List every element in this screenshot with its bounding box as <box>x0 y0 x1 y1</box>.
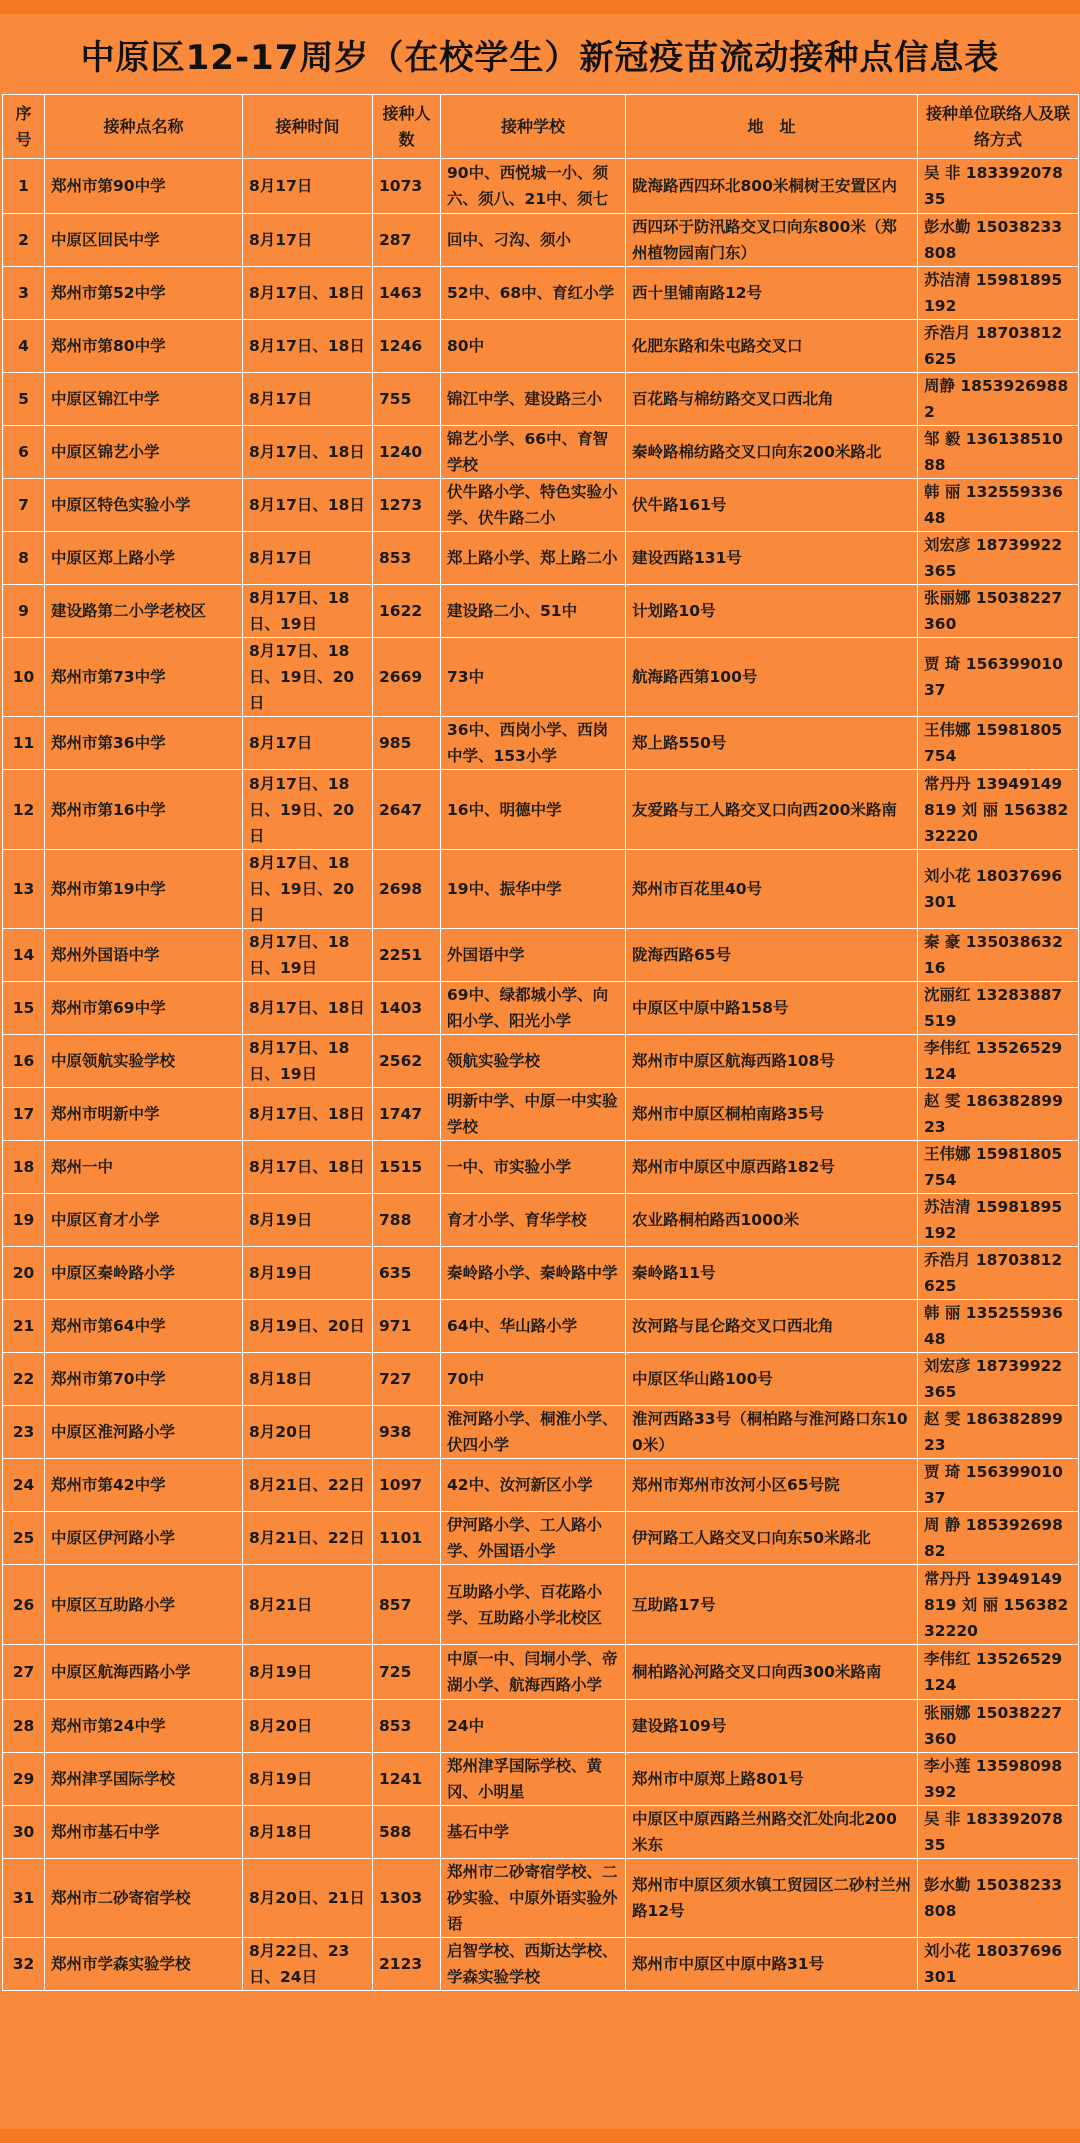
row-count: 853 <box>373 532 441 585</box>
row-schools: 36中、西岗小学、西岗中学、153小学 <box>441 717 626 770</box>
row-contact: 王伟娜 15981805754 <box>918 717 1079 770</box>
row-address: 西十里铺南路12号 <box>626 267 918 320</box>
header-schools: 接种学校 <box>441 95 626 159</box>
header-address: 地 址 <box>626 95 918 159</box>
row-contact: 李小莲 13598098392 <box>918 1753 1079 1806</box>
row-schools: 64中、华山路小学 <box>441 1300 626 1353</box>
row-schools: 42中、汝河新区小学 <box>441 1459 626 1512</box>
row-schools: 70中 <box>441 1353 626 1406</box>
row-site-name: 郑州市第73中学 <box>45 638 243 717</box>
row-time: 8月17日、18日 <box>243 479 373 532</box>
row-count: 725 <box>373 1645 441 1700</box>
row-schools: 回中、刁沟、须小 <box>441 214 626 267</box>
table-row <box>3 214 1079 267</box>
row-count: 1403 <box>373 982 441 1035</box>
row-site-name: 中原区航海西路小学 <box>45 1645 243 1700</box>
row-site-name: 郑州市二砂寄宿学校 <box>45 1859 243 1938</box>
row-contact: 吴 非 18339207835 <box>918 159 1079 214</box>
row-index: 28 <box>3 1700 45 1753</box>
row-address: 郑州市中原郑上路801号 <box>626 1753 918 1806</box>
row-time: 8月17日 <box>243 373 373 426</box>
row-time: 8月19日 <box>243 1753 373 1806</box>
row-address: 陇海西路65号 <box>626 929 918 982</box>
row-site-name: 郑州市第90中学 <box>45 159 243 214</box>
row-time: 8月17日、18日 <box>243 982 373 1035</box>
row-contact: 韩 丽 13525593648 <box>918 1300 1079 1353</box>
row-contact: 彭水勤 15038233808 <box>918 1859 1079 1938</box>
row-index: 8 <box>3 532 45 585</box>
header-site-name: 接种点名称 <box>45 95 243 159</box>
row-contact: 刘宏彦 18739922365 <box>918 1353 1079 1406</box>
row-address: 中原区华山路100号 <box>626 1353 918 1406</box>
row-schools: 明新中学、中原一中实验学校 <box>441 1088 626 1141</box>
table-row <box>3 1035 1079 1088</box>
row-address: 中原区中原西路兰州路交汇处向北200米东 <box>626 1806 918 1859</box>
row-address: 化肥东路和朱屯路交叉口 <box>626 320 918 373</box>
row-time: 8月17日、18日、19日 <box>243 1035 373 1088</box>
row-site-name: 郑州市第16中学 <box>45 770 243 850</box>
row-site-name: 郑州市第19中学 <box>45 850 243 929</box>
row-index: 27 <box>3 1645 45 1700</box>
row-index: 31 <box>3 1859 45 1938</box>
row-site-name: 中原区伊河路小学 <box>45 1512 243 1565</box>
row-contact: 赵 雯 18638289923 <box>918 1406 1079 1459</box>
row-index: 3 <box>3 267 45 320</box>
row-index: 6 <box>3 426 45 479</box>
row-schools: 73中 <box>441 638 626 717</box>
row-index: 10 <box>3 638 45 717</box>
table-row <box>3 1859 1079 1938</box>
row-time: 8月17日 <box>243 532 373 585</box>
row-count: 2669 <box>373 638 441 717</box>
row-contact: 邹 毅 13613851088 <box>918 426 1079 479</box>
row-contact: 常丹丹 13949149819 刘 丽 15638232220 <box>918 770 1079 850</box>
row-address: 计划路10号 <box>626 585 918 638</box>
row-contact: 张丽娜 15038227360 <box>918 1700 1079 1753</box>
row-count: 1246 <box>373 320 441 373</box>
row-schools: 伊河路小学、工人路小学、外国语小学 <box>441 1512 626 1565</box>
row-count: 1515 <box>373 1141 441 1194</box>
row-count: 2698 <box>373 850 441 929</box>
row-time: 8月18日 <box>243 1353 373 1406</box>
row-count: 1073 <box>373 159 441 214</box>
row-schools: 69中、绿都城小学、向阳小学、阳光小学 <box>441 982 626 1035</box>
row-time: 8月19日、20日 <box>243 1300 373 1353</box>
table-row <box>3 717 1079 770</box>
row-schools: 一中、市实验小学 <box>441 1141 626 1194</box>
row-contact: 王伟娜 15981805754 <box>918 1141 1079 1194</box>
row-time: 8月17日、18日、19日、20日 <box>243 638 373 717</box>
row-schools: 锦江中学、建设路三小 <box>441 373 626 426</box>
row-site-name: 中原区郑上路小学 <box>45 532 243 585</box>
row-contact: 秦 豪 13503863216 <box>918 929 1079 982</box>
row-address: 郑州市中原区桐柏南路35号 <box>626 1088 918 1141</box>
table-row <box>3 373 1079 426</box>
row-address: 郑州市中原区须水镇工贸园区二砂村兰州路12号 <box>626 1859 918 1938</box>
row-address: 郑州市中原区航海西路108号 <box>626 1035 918 1088</box>
row-site-name: 郑州市第64中学 <box>45 1300 243 1353</box>
row-schools: 24中 <box>441 1700 626 1753</box>
row-index: 29 <box>3 1753 45 1806</box>
row-address: 农业路桐柏路西1000米 <box>626 1194 918 1247</box>
row-address: 伊河路工人路交叉口向东50米路北 <box>626 1512 918 1565</box>
row-address: 建设路109号 <box>626 1700 918 1753</box>
row-index: 11 <box>3 717 45 770</box>
row-count: 2562 <box>373 1035 441 1088</box>
row-schools: 互助路小学、百花路小学、互助路小学北校区 <box>441 1565 626 1645</box>
row-contact: 李伟红 13526529124 <box>918 1035 1079 1088</box>
row-index: 21 <box>3 1300 45 1353</box>
row-site-name: 郑州市基石中学 <box>45 1806 243 1859</box>
row-contact: 李伟红 13526529124 <box>918 1645 1079 1700</box>
table-row <box>3 426 1079 479</box>
row-count: 853 <box>373 1700 441 1753</box>
row-index: 15 <box>3 982 45 1035</box>
row-count: 1097 <box>373 1459 441 1512</box>
row-count: 727 <box>373 1353 441 1406</box>
row-site-name: 中原区回民中学 <box>45 214 243 267</box>
row-site-name: 中原区互助路小学 <box>45 1565 243 1645</box>
row-site-name: 郑州市学森实验学校 <box>45 1938 243 1991</box>
row-time: 8月17日 <box>243 717 373 770</box>
row-schools: 90中、西悦城一小、须六、须八、21中、须七 <box>441 159 626 214</box>
row-index: 5 <box>3 373 45 426</box>
row-contact: 乔浩月 18703812625 <box>918 1247 1079 1300</box>
row-contact: 吴 非 18339207835 <box>918 1806 1079 1859</box>
row-contact: 贾 琦 15639901037 <box>918 638 1079 717</box>
row-address: 西四环于防汛路交叉口向东800米（郑州植物园南门东） <box>626 214 918 267</box>
row-site-name: 郑州市第80中学 <box>45 320 243 373</box>
row-schools: 外国语中学 <box>441 929 626 982</box>
row-schools: 郑上路小学、郑上路二小 <box>441 532 626 585</box>
table-row <box>3 532 1079 585</box>
row-count: 1303 <box>373 1859 441 1938</box>
row-contact: 苏洁清 15981895192 <box>918 1194 1079 1247</box>
row-contact: 周 静 18539269882 <box>918 1512 1079 1565</box>
table-row <box>3 1459 1079 1512</box>
row-address: 郑州市中原区中原西路182号 <box>626 1141 918 1194</box>
header-index: 序号 <box>3 95 45 159</box>
top-band <box>0 0 1080 14</box>
row-time: 8月18日 <box>243 1806 373 1859</box>
row-site-name: 中原区淮河路小学 <box>45 1406 243 1459</box>
row-count: 1622 <box>373 585 441 638</box>
row-time: 8月17日、18日 <box>243 320 373 373</box>
row-schools: 52中、68中、育红小学 <box>441 267 626 320</box>
table-row <box>3 1406 1079 1459</box>
row-contact: 张丽娜 15038227360 <box>918 585 1079 638</box>
table-row <box>3 159 1079 214</box>
row-count: 985 <box>373 717 441 770</box>
row-contact: 周静 18539269882 <box>918 373 1079 426</box>
table-row <box>3 1141 1079 1194</box>
table-row <box>3 929 1079 982</box>
page-title: 中原区12-17周岁（在校学生）新冠疫苗流动接种点信息表 <box>80 37 1000 78</box>
row-time: 8月19日 <box>243 1194 373 1247</box>
row-address: 中原区中原中路158号 <box>626 982 918 1035</box>
row-address: 互助路17号 <box>626 1565 918 1645</box>
row-count: 938 <box>373 1406 441 1459</box>
bottom-band <box>0 2129 1080 2143</box>
row-schools: 领航实验学校 <box>441 1035 626 1088</box>
vaccination-site-table <box>2 94 1079 1991</box>
row-contact: 沈丽红 13283887519 <box>918 982 1079 1035</box>
table-row <box>3 1194 1079 1247</box>
table-row <box>3 585 1079 638</box>
row-address: 伏牛路161号 <box>626 479 918 532</box>
row-contact: 赵 雯 18638289923 <box>918 1088 1079 1141</box>
table-row <box>3 1565 1079 1645</box>
row-index: 9 <box>3 585 45 638</box>
row-schools: 19中、振华中学 <box>441 850 626 929</box>
row-schools: 中原一中、闫垌小学、帝湖小学、航海西路小学 <box>441 1645 626 1700</box>
row-schools: 育才小学、育华学校 <box>441 1194 626 1247</box>
row-index: 25 <box>3 1512 45 1565</box>
row-contact: 乔浩月 18703812625 <box>918 320 1079 373</box>
row-address: 秦岭路11号 <box>626 1247 918 1300</box>
row-count: 1273 <box>373 479 441 532</box>
row-index: 2 <box>3 214 45 267</box>
row-index: 19 <box>3 1194 45 1247</box>
table-row <box>3 1088 1079 1141</box>
row-index: 13 <box>3 850 45 929</box>
table-row <box>3 1938 1079 1991</box>
row-schools: 16中、明德中学 <box>441 770 626 850</box>
row-index: 16 <box>3 1035 45 1088</box>
table-row <box>3 1806 1079 1859</box>
table-row <box>3 1247 1079 1300</box>
row-index: 22 <box>3 1353 45 1406</box>
row-time: 8月17日、18日 <box>243 426 373 479</box>
row-time: 8月17日、18日、19日、20日 <box>243 850 373 929</box>
table-row <box>3 982 1079 1035</box>
row-index: 24 <box>3 1459 45 1512</box>
table-row <box>3 479 1079 532</box>
row-time: 8月19日 <box>243 1247 373 1300</box>
row-contact: 刘宏彦 18739922365 <box>918 532 1079 585</box>
row-index: 4 <box>3 320 45 373</box>
row-site-name: 中原区特色实验小学 <box>45 479 243 532</box>
row-index: 23 <box>3 1406 45 1459</box>
row-time: 8月19日 <box>243 1645 373 1700</box>
row-count: 287 <box>373 214 441 267</box>
row-contact: 刘小花 18037696301 <box>918 850 1079 929</box>
row-site-name: 郑州市第42中学 <box>45 1459 243 1512</box>
table-row <box>3 1512 1079 1565</box>
table-row <box>3 770 1079 850</box>
row-time: 8月20日、21日 <box>243 1859 373 1938</box>
row-time: 8月21日 <box>243 1565 373 1645</box>
table-row <box>3 1700 1079 1753</box>
row-site-name: 郑州市第36中学 <box>45 717 243 770</box>
row-schools: 启智学校、西斯达学校、学森实验学校 <box>441 1938 626 1991</box>
row-time: 8月21日、22日 <box>243 1512 373 1565</box>
row-count: 1463 <box>373 267 441 320</box>
row-time: 8月17日、18日、19日 <box>243 585 373 638</box>
row-site-name: 郑州外国语中学 <box>45 929 243 982</box>
row-time: 8月17日、18日 <box>243 267 373 320</box>
table-row <box>3 1353 1079 1406</box>
row-address: 航海路西第100号 <box>626 638 918 717</box>
row-schools: 郑州市二砂寄宿学校、二砂实验、中原外语实验外语 <box>441 1859 626 1938</box>
row-count: 2123 <box>373 1938 441 1991</box>
row-schools: 锦艺小学、66中、育智学校 <box>441 426 626 479</box>
row-index: 17 <box>3 1088 45 1141</box>
row-contact: 刘小花 18037696301 <box>918 1938 1079 1991</box>
row-index: 30 <box>3 1806 45 1859</box>
row-site-name: 中原区秦岭路小学 <box>45 1247 243 1300</box>
row-count: 1241 <box>373 1753 441 1806</box>
table-row <box>3 1300 1079 1353</box>
row-count: 755 <box>373 373 441 426</box>
row-time: 8月17日、18日 <box>243 1141 373 1194</box>
row-index: 7 <box>3 479 45 532</box>
row-count: 588 <box>373 1806 441 1859</box>
row-address: 淮河西路33号（桐柏路与淮河路口东100米） <box>626 1406 918 1459</box>
row-address: 郑州市中原区中原中路31号 <box>626 1938 918 1991</box>
row-count: 2647 <box>373 770 441 850</box>
row-site-name: 郑州市明新中学 <box>45 1088 243 1141</box>
header-contact: 接种单位联络人及联络方式 <box>918 95 1079 159</box>
row-count: 1240 <box>373 426 441 479</box>
row-site-name: 郑州津孚国际学校 <box>45 1753 243 1806</box>
row-time: 8月17日、18日、19日、20日 <box>243 770 373 850</box>
row-address: 郑州市百花里40号 <box>626 850 918 929</box>
row-index: 20 <box>3 1247 45 1300</box>
row-time: 8月17日 <box>243 159 373 214</box>
row-index: 18 <box>3 1141 45 1194</box>
row-count: 971 <box>373 1300 441 1353</box>
row-count: 2251 <box>373 929 441 982</box>
row-schools: 淮河路小学、桐淮小学、伏四小学 <box>441 1406 626 1459</box>
row-address: 郑上路550号 <box>626 717 918 770</box>
row-count: 788 <box>373 1194 441 1247</box>
row-schools: 伏牛路小学、特色实验小学、伏牛路二小 <box>441 479 626 532</box>
row-index: 1 <box>3 159 45 214</box>
row-site-name: 中原区锦艺小学 <box>45 426 243 479</box>
row-contact: 彭水勤 15038233808 <box>918 214 1079 267</box>
row-index: 12 <box>3 770 45 850</box>
row-index: 14 <box>3 929 45 982</box>
row-time: 8月17日、18日 <box>243 1088 373 1141</box>
row-address: 友爱路与工人路交叉口向西200米路南 <box>626 770 918 850</box>
table-row <box>3 1645 1079 1700</box>
row-site-name: 中原领航实验学校 <box>45 1035 243 1088</box>
row-site-name: 中原区育才小学 <box>45 1194 243 1247</box>
row-schools: 郑州津孚国际学校、黄冈、小明星 <box>441 1753 626 1806</box>
header-time: 接种时间 <box>243 95 373 159</box>
row-count: 1747 <box>373 1088 441 1141</box>
row-schools: 80中 <box>441 320 626 373</box>
row-index: 32 <box>3 1938 45 1991</box>
table-row <box>3 638 1079 717</box>
row-count: 635 <box>373 1247 441 1300</box>
table-body <box>3 159 1079 1991</box>
row-schools: 建设路二小、51中 <box>441 585 626 638</box>
row-site-name: 郑州市第52中学 <box>45 267 243 320</box>
row-site-name: 郑州市第24中学 <box>45 1700 243 1753</box>
row-time: 8月17日 <box>243 214 373 267</box>
row-address: 建设西路131号 <box>626 532 918 585</box>
row-time: 8月21日、22日 <box>243 1459 373 1512</box>
row-time: 8月20日 <box>243 1406 373 1459</box>
table-header-row <box>3 95 1079 159</box>
row-address: 郑州市郑州市汝河小区65号院 <box>626 1459 918 1512</box>
row-site-name: 郑州一中 <box>45 1141 243 1194</box>
row-contact: 韩 丽 13255933648 <box>918 479 1079 532</box>
table-row <box>3 1753 1079 1806</box>
row-address: 汝河路与昆仑路交叉口西北角 <box>626 1300 918 1353</box>
row-contact: 常丹丹 13949149819 刘 丽 15638232220 <box>918 1565 1079 1645</box>
row-site-name: 中原区锦江中学 <box>45 373 243 426</box>
row-contact: 贾 琦 15639901037 <box>918 1459 1079 1512</box>
row-time: 8月17日、18日、19日 <box>243 929 373 982</box>
row-time: 8月22日、23日、24日 <box>243 1938 373 1991</box>
row-site-name: 建设路第二小学老校区 <box>45 585 243 638</box>
table-row <box>3 850 1079 929</box>
row-schools: 秦岭路小学、秦岭路中学 <box>441 1247 626 1300</box>
table-row <box>3 267 1079 320</box>
row-index: 26 <box>3 1565 45 1645</box>
row-address: 桐柏路沁河路交叉口向西300米路南 <box>626 1645 918 1700</box>
row-address: 秦岭路棉纺路交叉口向东200米路北 <box>626 426 918 479</box>
row-address: 百花路与棉纺路交叉口西北角 <box>626 373 918 426</box>
row-schools: 基石中学 <box>441 1806 626 1859</box>
header-count: 接种人数 <box>373 95 441 159</box>
row-address: 陇海路西四环北800米桐树王安置区内 <box>626 159 918 214</box>
row-count: 1101 <box>373 1512 441 1565</box>
row-time: 8月20日 <box>243 1700 373 1753</box>
row-count: 857 <box>373 1565 441 1645</box>
row-site-name: 郑州市第69中学 <box>45 982 243 1035</box>
table-row <box>3 320 1079 373</box>
row-site-name: 郑州市第70中学 <box>45 1353 243 1406</box>
row-contact: 苏洁清 15981895192 <box>918 267 1079 320</box>
